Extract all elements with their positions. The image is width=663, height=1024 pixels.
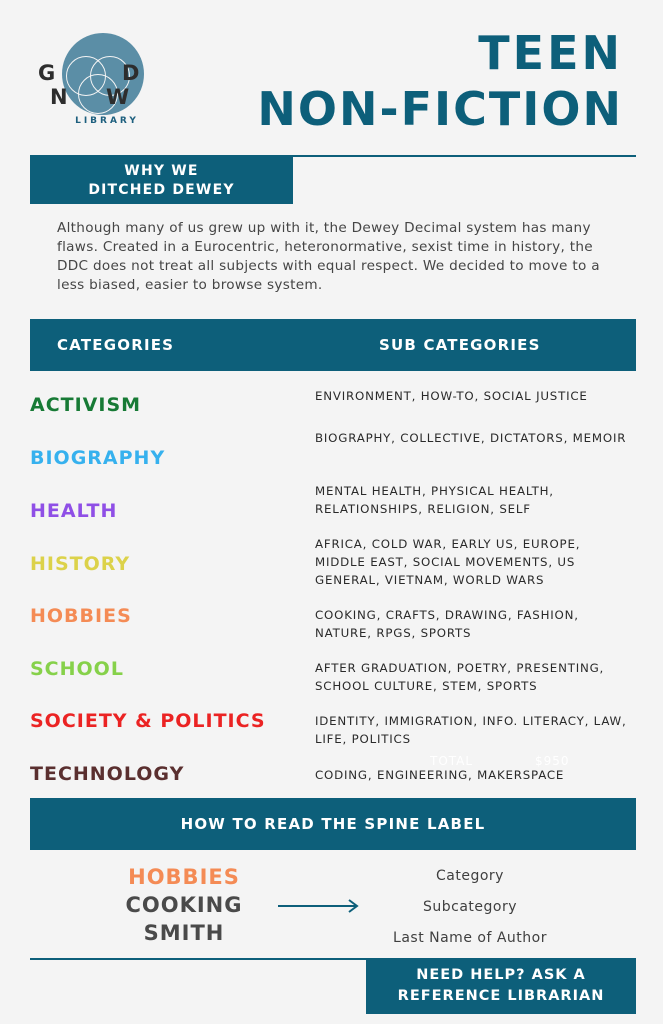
help-box bbox=[366, 958, 636, 1014]
page-title-line1: TEEN bbox=[478, 26, 623, 80]
categories-header bbox=[30, 319, 636, 371]
subcategories-activism: ENVIRONMENT, HOW-TO, SOCIAL JUSTICE bbox=[315, 389, 588, 403]
subcategories-health: MENTAL HEALTH, PHYSICAL HEALTH, RELATIONSHIPS, RELIGION, SELF bbox=[315, 484, 554, 516]
legend-category: Category bbox=[436, 868, 504, 884]
subcategories-header-label: SUB CATEGORIES bbox=[379, 336, 541, 354]
why-heading-line1: WHY WE bbox=[124, 163, 199, 179]
logo-letter-w: W bbox=[106, 85, 130, 109]
spine-label-header: HOW TO READ THE SPINE LABEL bbox=[30, 798, 636, 850]
why-paragraph: Although many of us grew up with it, the Dewey Decimal system has many flaws. Created in a Eurocentric, heteronormative, sexist time in history, the DDC does not treat all subjects with equal respect. We decided to move to a less biased, easier to browse system. bbox=[57, 220, 600, 293]
logo-letter-g: G bbox=[38, 61, 56, 85]
subcategories-hobbies: COOKING, CRAFTS, DRAWING, FASHION, NATURE, RPGS, SPORTS bbox=[315, 608, 579, 640]
category-society-politics: SOCIETY & POLITICS bbox=[30, 710, 266, 732]
spine-example-author: SMITH bbox=[143, 921, 225, 945]
help-line1: NEED HELP? ASK A bbox=[416, 967, 586, 983]
logo-letter-n: N bbox=[50, 85, 68, 109]
divider-bottom bbox=[30, 958, 366, 960]
category-biography: BIOGRAPHY bbox=[30, 447, 166, 469]
logo-letter-o2 bbox=[86, 63, 104, 84]
category-history: HISTORY bbox=[30, 553, 131, 575]
spine-example-subcategory: COOKING bbox=[125, 893, 243, 917]
spine-example-category: HOBBIES bbox=[128, 865, 240, 889]
logo-letter-d: D bbox=[122, 61, 140, 85]
subcategories-school: AFTER GRADUATION, POETRY, PRESENTING, SCHOOL CULTURE, STEM, SPORTS bbox=[315, 661, 605, 693]
subcategories-technology: CODING, ENGINEERING, MAKERSPACE bbox=[315, 768, 565, 782]
subcategories-biography: BIOGRAPHY, COLLECTIVE, DICTATORS, MEMOIR bbox=[315, 431, 627, 445]
legend-subcategory: Subcategory bbox=[422, 899, 518, 915]
category-health: HEALTH bbox=[30, 500, 118, 522]
legend-author: Last Name of Author bbox=[393, 930, 547, 946]
subcategories-history: AFRICA, COLD WAR, EARLY US, EUROPE, MIDDLE EAST, SOCIAL MOVEMENTS, US GENERAL, VIETNAM, WORLD WARS bbox=[315, 537, 581, 587]
ghost-amount-text: $950 bbox=[535, 754, 570, 768]
logo-letter-o3 bbox=[74, 87, 92, 108]
logo-letter-o1 bbox=[62, 63, 80, 84]
why-heading-box bbox=[30, 157, 293, 204]
category-hobbies: HOBBIES bbox=[30, 605, 132, 627]
why-heading-line2: DITCHED DEWEY bbox=[88, 182, 235, 198]
category-school: SCHOOL bbox=[30, 658, 124, 680]
category-activism: ACTIVISM bbox=[30, 394, 142, 416]
help-line2: REFERENCE LIBRARIAN bbox=[397, 988, 605, 1004]
logo-subtitle: LIBRARY bbox=[75, 116, 139, 126]
ghost-total-text: TOTAL bbox=[430, 754, 474, 768]
page-title-line2: NON-FICTION bbox=[257, 82, 623, 136]
category-technology: TECHNOLOGY bbox=[30, 763, 185, 785]
categories-header-label: CATEGORIES bbox=[57, 336, 175, 354]
subcategories-society-politics: IDENTITY, IMMIGRATION, INFO. LITERACY, LAW, LIFE, POLITICS bbox=[315, 714, 627, 746]
